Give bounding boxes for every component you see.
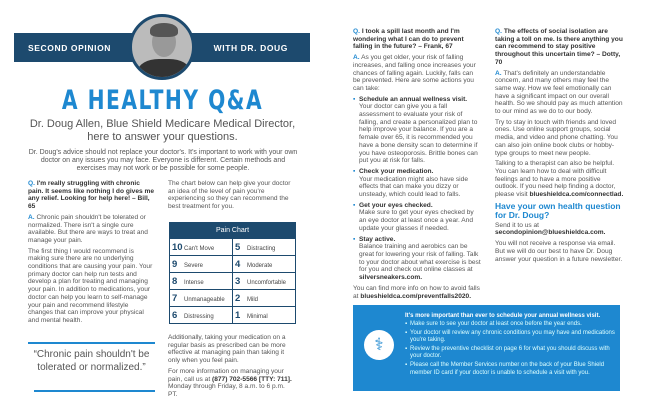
tip-item [353, 168, 481, 199]
pull-quote: “Chronic pain shouldn't be tolerated or normalized.” [28, 342, 155, 374]
a-label: A. [495, 69, 502, 77]
q-label: Q. [495, 28, 502, 35]
pain-level: 8 [172, 275, 178, 287]
pain-level: 1 [235, 309, 241, 321]
pain-label: Severe [184, 262, 204, 269]
pain-cell [170, 290, 233, 307]
phone-number: (877) 702-5566 [TTY: 711]. [212, 375, 292, 383]
disclaimer: Dr. Doug's advice should not replace your doctor's. It's important to work with your own doctor on any issues you may face. Everyone is different. Certain methods and exercises may not work or be possible for some people. [28, 149, 298, 172]
preventfalls-link[interactable]: blueshieldca.com/preventfalls2020. [360, 292, 472, 300]
doctor-photo [129, 14, 195, 80]
pain-cell [170, 239, 233, 256]
pain-row [170, 256, 296, 273]
q-label: Q. [28, 180, 35, 187]
subtitle: Dr. Doug Allen, Blue Shield Medicare Medical Director, here to answer your questions. [29, 118, 296, 143]
pain-label: Mild [247, 296, 259, 303]
wellness-callout [353, 305, 620, 391]
pain-chart-title: Pain Chart [170, 223, 296, 239]
pain-level: 3 [235, 275, 241, 287]
banner-right: WITH DR. DOUG [213, 43, 288, 53]
question-text: I took a spill last month and I'm wondering what I can do to prevent falling in the future? – Frank, 67 [353, 28, 464, 51]
tip-text: Your medication might also have side effects that can make you dizzy or unsteady, which could lead to falls. [359, 175, 468, 199]
pain-cell [233, 256, 296, 273]
paragraph: Talking to a therapist can also be helpful. You can learn how to deal with difficult feelings and to have a more positive outlook. If you need help finding a doctor, please visit [495, 160, 616, 199]
question-3 [495, 28, 625, 266]
question-text: I'm really struggling with chronic pain. It seems like nothing I do gives me any relief. Looking for help here! – Bill, 65 [28, 180, 155, 211]
pain-level: 4 [235, 258, 241, 270]
stethoscope-icon: ⚕ [364, 330, 394, 360]
email-link[interactable]: secondopinion@blueshieldca.com. [495, 229, 606, 237]
pain-label: Uncomfortable [247, 279, 287, 286]
pain-cell [170, 256, 233, 273]
tip-heading: Schedule an annual wellness visit. [359, 95, 468, 103]
pain-level: 6 [172, 309, 178, 321]
pain-chart [169, 222, 296, 324]
pain-cell [170, 307, 233, 324]
banner-left: SECOND OPINION [28, 43, 112, 53]
tip-text: Make sure to get your eyes checked by an eye doctor at least once a year. And update your glasses if needed. [359, 209, 474, 232]
page-title: A HEALTHY Q&A [61, 85, 264, 116]
pain-label: Minimal [247, 313, 268, 320]
pain-row [170, 290, 296, 307]
pain-label: Distressing [184, 313, 214, 320]
question-text: The effects of social isolation are taking a toll on me. Is there anything you can recommend to stay positive throughout this uncertain time? – Dotty, 70 [495, 28, 623, 66]
pain-cell [233, 290, 296, 307]
paragraph: Additionally, taking your medication on a regular basis as prescribed can be more effective at managing pain than taking it only when you feel pain. [168, 334, 286, 365]
a-label: A. [353, 54, 360, 62]
pain-row [170, 273, 296, 290]
send-text: Send it to us at [495, 221, 539, 229]
answer-text: Chronic pain shouldn't be tolerated or normalized. There isn't a single cure available. But there are ways to treat and manage your pain. [28, 213, 148, 244]
question-1 [28, 180, 155, 328]
pain-label: Unmanageable [184, 296, 225, 303]
pain-label: Distracting [247, 245, 276, 252]
hours: Monday through Friday, 8 a.m. to 6 p.m. PT. [168, 383, 285, 398]
silversneakers-link[interactable]: silversneakers.com. [359, 274, 423, 282]
q-label: Q. [353, 28, 360, 35]
a-label: A. [28, 213, 35, 221]
pain-level: 2 [235, 292, 241, 304]
pain-row [170, 307, 296, 324]
pain-row [170, 239, 296, 256]
pain-cell [233, 307, 296, 324]
callout-item: ▪ Make sure to see your doctor at least once before the year ends. [405, 321, 615, 328]
question-1-cont [168, 180, 296, 214]
question-1-end [168, 334, 296, 402]
pain-cell [170, 273, 233, 290]
paragraph: The first thing I would recommend is making sure there are no underlying conditions that are causing your pain. Your primary doctor can help run tests and develop a plan for treating and managing your pain. In addition to medications, your doctor can help you learn to self-manage your pain and recommend lifestyle changes that can improve your physical and mental health. [28, 247, 153, 324]
tip-text: Your doctor can give you a fall assessment to evaluate your risk of falling, and create a personalized plan to help improve your balance. If you are a female over 65, it is recommended you have a bone density scan to determine if you have osteoporosis. Brittle bones can put you at risk for falls. [359, 103, 478, 165]
pain-level: 5 [235, 241, 241, 253]
paragraph: For more information on managing your pain, call us at [168, 367, 284, 383]
paragraph: Try to stay in touch with friends and loved ones. Use online support groups, social media, and video and phone chatting. You can also join online book clubs or hobby-type groups to meet new people. [495, 118, 618, 157]
pain-label: Intense [184, 279, 204, 286]
tip-heading: Get your eyes checked. [359, 201, 433, 209]
connect-link[interactable]: blueshieldca.com/connectlad. [529, 191, 624, 199]
tip-item [353, 202, 481, 233]
pain-cell [233, 273, 296, 290]
pain-label: Moderate [247, 262, 273, 269]
tip-heading: Stay active. [359, 235, 396, 243]
paragraph: You can find more info on how to avoid falls at [353, 284, 480, 300]
question-2 [353, 28, 481, 303]
pain-level: 10 [172, 241, 183, 253]
pain-label: Can't Move [184, 245, 215, 252]
tip-heading: Check your medication. [359, 167, 434, 175]
answer-text: As you get older, your risk of falling increases, and falling once increases your chances of falling again. Luckily, falls can be prevented. Here are some actions you can take: [353, 54, 476, 92]
callout-item: ▪ Please call the Member Services number on the back of your Blue Shield member ID card if your doctor is unable to schedule a visit with you. [405, 362, 615, 377]
tip-text: Balance training and aerobics can be great for lowering your risk of falling. Talk to your doctor about what exercise is best for you and check out online classes at [359, 243, 481, 274]
paragraph: The chart below can help give your doctor an idea of the level of pain you're experiencing so they can recommend the best treatment for you. [168, 180, 291, 211]
callout-item: ▪ Your doctor will review any chronic conditions you may have and medications you're taking. [405, 330, 615, 345]
note: You will not receive a response via email. But we will do our best to have Dr. Doug answer your question in a future newsletter. [495, 240, 623, 263]
callout-title: It's more important than ever to schedule your annual wellness visit. [405, 313, 601, 319]
tip-item [353, 96, 481, 165]
tip-item [353, 236, 481, 282]
ask-heading: Have your own health question for Dr. Doug? [495, 200, 621, 220]
pain-cell [233, 239, 296, 256]
answer-text: That's definitely an understandable concern, and many others may feel the same way. How we feel emotionally can have a significant impact on our overall health. So we should pay as much attention to our mind as we do to our body. [495, 69, 623, 116]
divider [34, 390, 155, 392]
pain-level: 9 [172, 258, 178, 270]
callout-item: ▪ Review the preventive checklist on page 6 for what you should discuss with your doctor. [405, 346, 615, 361]
pain-level: 7 [172, 292, 178, 304]
